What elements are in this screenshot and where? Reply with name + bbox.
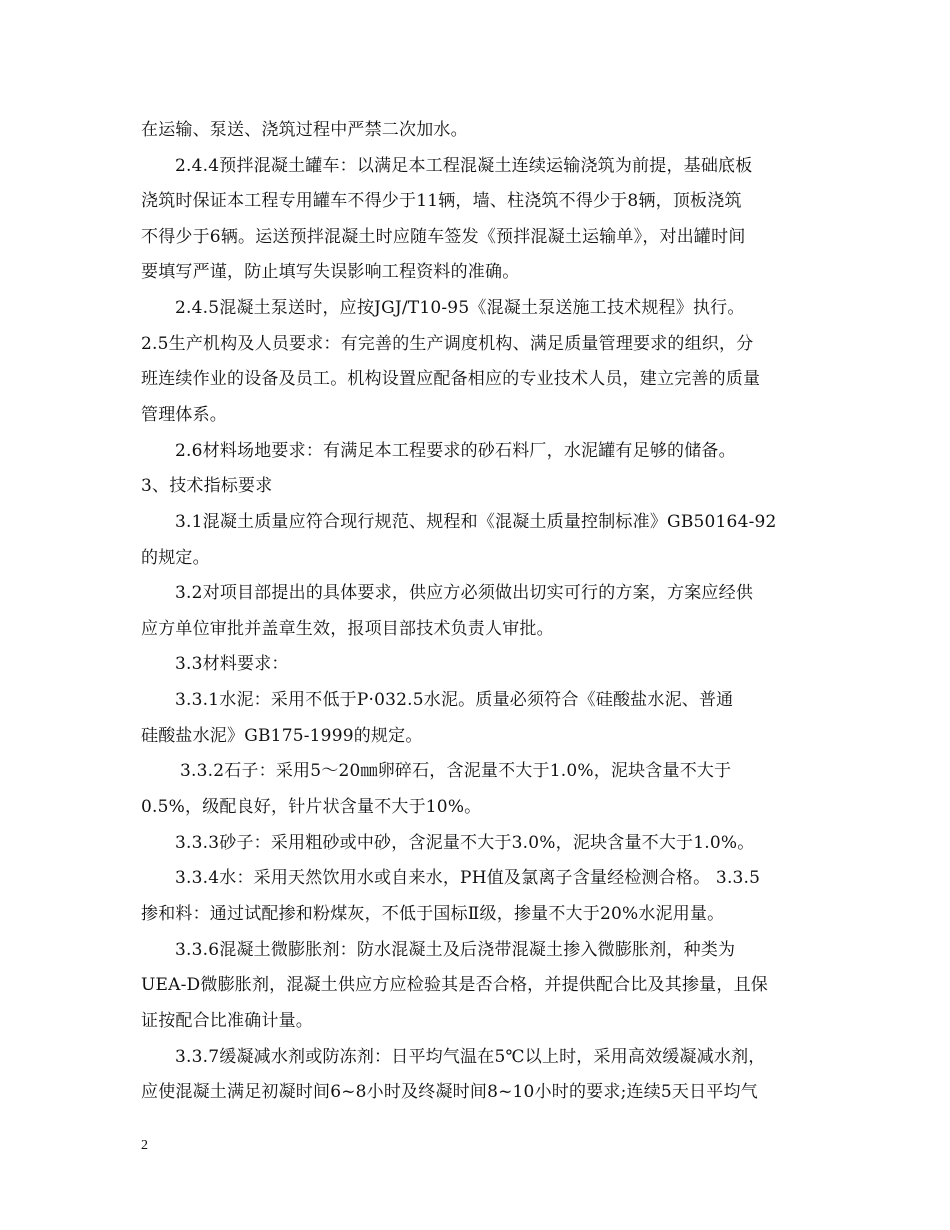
text-line: 3.1混凝土质量应符合现行规范、规程和《混凝土质量控制标准》GB50164-92 [175, 512, 777, 532]
text-line: 3.3.3砂子：采用粗砂或中砂，含泥量不大于3.0%，泥块含量不大于1.0%。 [175, 833, 755, 853]
text-line: 3.3.6混凝土微膨胀剂：防水混凝土及后浇带混凝土掺入微膨胀剂，种类为 [175, 940, 736, 960]
text-line: 在运输、泵送、浇筑过程中严禁二次加水。 [141, 120, 468, 140]
text-line: 3.3材料要求： [175, 654, 289, 674]
section-heading: 3、技术指标要求 [141, 476, 273, 496]
text-line: 硅酸盐水泥》GB175-1999的规定。 [141, 726, 423, 746]
text-line: 3.3.4水：采用天然饮用水或自来水，PH值及氯离子含量经检测合格。 3.3.5 [175, 868, 761, 888]
text-line: 的规定。 [141, 548, 210, 568]
text-line: 证按配合比准确计量。 [141, 1011, 313, 1031]
text-line: 2.4.5混凝土泵送时，应按JGJ/T10-95《混凝土泵送施工技术规程》执行。 [175, 298, 745, 318]
text-line: 3.3.7缓凝减水剂或防冻剂：日平均气温在5℃以上时，采用高效缓凝减水剂， [175, 1047, 766, 1067]
text-line: 0.5%，级配良好，针片状含量不大于10%。 [141, 797, 482, 817]
text-line: 班连续作业的设备及员工。机构设置应配备相应的专业技术人员，建立完善的质量 [141, 369, 761, 389]
text-line: 2.4.4预拌混凝土罐车：以满足本工程混凝土连续运输浇筑为前提，基础底板 [175, 156, 753, 176]
text-line: 2.6材料场地要求：有满足本工程要求的砂石料厂，水泥罐有足够的储备。 [175, 441, 736, 461]
text-line: 2.5生产机构及人员要求：有完善的生产调度机构、满足质量管理要求的组织，分 [141, 334, 754, 354]
text-line: 管理体系。 [141, 405, 227, 425]
text-line: UEA-D微膨胀剂，混凝土供应方应检验其是否合格，并提供配合比及其掺量，且保 [141, 975, 768, 995]
text-line: 要填写严谨，防止填写失误影响工程资料的准确。 [141, 262, 520, 282]
page-number: 2 [141, 1138, 148, 1153]
text-line: 掺和料：通过试配掺和粉煤灰，不低于国标Ⅱ级，掺量不大于20%水泥用量。 [141, 904, 725, 924]
text-line: 浇筑时保证本工程专用罐车不得少于11辆，墙、柱浇筑不得少于8辆，顶板浇筑 [141, 191, 742, 211]
text-line: 应方单位审批并盖章生效，报项目部技术负责人审批。 [141, 619, 554, 639]
text-line: 应使混凝土满足初凝时间6~8小时及终凝时间8~10小时的要求;连续5天日平均气 [141, 1082, 758, 1102]
text-line: 3.2对项目部提出的具体要求，供应方必须做出切实可行的方案，方案应经供 [175, 583, 754, 603]
text-line: 不得少于6辆。运送预拌混凝土时应随车签发《预拌混凝土运输单》，对出罐时间 [141, 227, 746, 247]
text-line: 3.3.2石子：采用5～20㎜卵碎石，含泥量不大于1.0%，泥块含量不大于 [180, 761, 732, 781]
text-line: 3.3.1水泥：采用不低于P·032.5水泥。质量必须符合《硅酸盐水泥、普通 [175, 690, 734, 710]
